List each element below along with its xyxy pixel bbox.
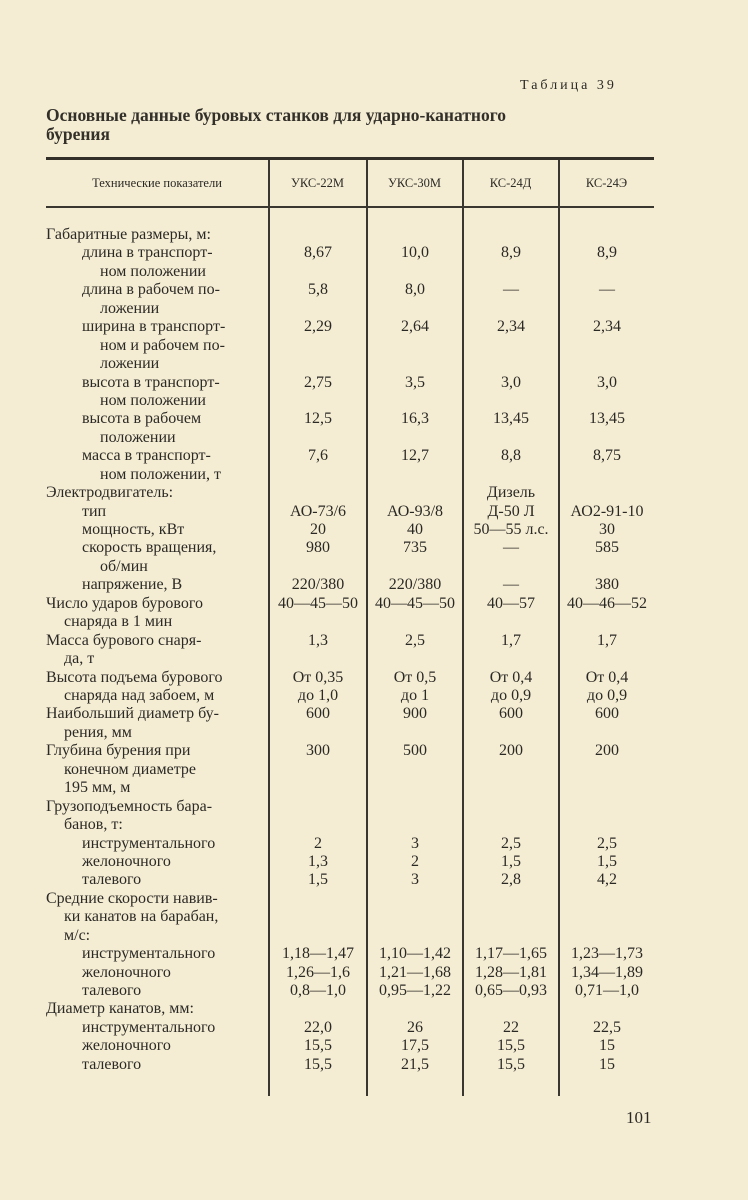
header-uks-22m: УКС-22М [291, 176, 344, 190]
table-row [0, 779, 748, 797]
row-label: ширина в транспорт- [82, 318, 226, 336]
table-row [0, 410, 748, 428]
cell-value: 900 [403, 705, 427, 723]
row-label: инструментального [82, 834, 216, 852]
table-row [0, 724, 748, 742]
cell-value: 10,0 [401, 244, 429, 262]
row-label: инструментального [82, 945, 216, 963]
cell-value: 300 [306, 742, 330, 760]
cell-value: 1,10—1,42 [379, 945, 451, 963]
table-number-label: Таблица 39 [520, 78, 617, 93]
table-row [0, 687, 748, 705]
cell-value: 8,9 [501, 244, 521, 262]
table-row [0, 466, 748, 484]
row-label: ном положении, т [100, 465, 221, 483]
header-parameters: Технические показатели [92, 176, 222, 190]
table-row [0, 558, 748, 576]
cell-value: 8,9 [597, 244, 617, 262]
cell-value: 2,5 [501, 834, 521, 852]
page-number: 101 [626, 1108, 652, 1127]
cell-value: 22,0 [304, 1018, 332, 1036]
table-row [0, 613, 748, 631]
table-row [0, 576, 748, 594]
table-row [0, 447, 748, 465]
row-label: желоночного [82, 963, 171, 981]
table-row [0, 281, 748, 299]
cell-value: 13,45 [589, 410, 625, 428]
row-label: длина в рабочем по- [82, 281, 220, 299]
table-row [0, 890, 748, 908]
cell-value: 30 [599, 521, 615, 539]
table-row [0, 429, 748, 447]
row-label: ном положении [100, 262, 206, 280]
header-uks-30m: УКС-30М [388, 176, 441, 190]
cell-value: 2 [411, 852, 419, 870]
row-label: положении [100, 428, 176, 446]
cell-value: 2,34 [593, 318, 621, 336]
row-label: 195 мм, м [64, 779, 131, 797]
table-row [0, 982, 748, 1000]
cell-value: 50—55 л.с. [473, 521, 549, 539]
row-label: талевого [82, 871, 142, 889]
row-label: Масса бурового снаря- [46, 631, 202, 649]
row-label: инструментального [82, 1018, 216, 1036]
cell-value: 1,5 [597, 852, 617, 870]
table-row [0, 1056, 748, 1074]
row-label: высота в транспорт- [82, 373, 220, 391]
table-row [0, 1019, 748, 1037]
title-line-2: бурения [46, 124, 110, 144]
cell-value: 15,5 [497, 1055, 525, 1073]
cell-value: 8,67 [304, 244, 332, 262]
row-label: Электродвигатель: [46, 484, 174, 502]
row-label: Габаритные размеры, м: [46, 226, 211, 243]
table-row [0, 669, 748, 687]
cell-value: АО-73/6 [289, 502, 347, 520]
table-row [0, 945, 748, 963]
cell-value: 1,21—1,68 [379, 963, 451, 981]
cell-value: 600 [499, 705, 523, 723]
cell-value: 8,0 [405, 281, 425, 299]
table-row [0, 263, 748, 281]
row-label: снаряда над забоем, м [64, 687, 215, 704]
row-label: скорость вращения, [82, 539, 217, 557]
cell-value: 1,3 [308, 852, 328, 870]
table-row [0, 742, 748, 760]
cell-value: 220/380 [388, 576, 442, 594]
row-label: об/мин [100, 557, 148, 575]
cell-value: 1,7 [597, 631, 617, 649]
row-label: снаряда в 1 мин [64, 613, 173, 631]
table-row [0, 392, 748, 410]
cell-value: 1,5 [501, 852, 521, 870]
cell-value: 600 [595, 705, 619, 723]
table-row [0, 964, 748, 982]
cell-value: 1,3 [308, 631, 328, 649]
row-label: желоночного [82, 852, 171, 870]
cell-value: 5,8 [308, 281, 328, 299]
row-label: Глубина бурения при [46, 742, 191, 760]
cell-value: 2,64 [401, 318, 429, 336]
cell-value: 1,17—1,65 [475, 945, 547, 963]
cell-value: 200 [499, 742, 523, 760]
row-label: ложении [100, 355, 160, 373]
table-row [0, 300, 748, 318]
row-label: да, т [64, 650, 95, 668]
cell-value: 12,5 [304, 410, 332, 428]
cell-value: 22,5 [593, 1018, 621, 1036]
table-row [0, 1000, 748, 1018]
cell-value: 40—45—50 [278, 594, 358, 612]
cell-value: — [503, 281, 519, 299]
cell-value: 20 [310, 521, 326, 539]
cell-value: 600 [306, 705, 330, 723]
cell-value: 40—57 [487, 594, 535, 612]
table-row [0, 484, 748, 502]
table-row [0, 318, 748, 336]
cell-value: 1,23—1,73 [571, 945, 643, 963]
cell-value: 15 [599, 1055, 615, 1073]
top-rule [46, 157, 654, 160]
table-row [0, 650, 748, 668]
cell-value: — [503, 576, 519, 594]
cell-value: 17,5 [401, 1037, 429, 1055]
cell-value: 15,5 [304, 1037, 332, 1055]
row-label: Наибольший диаметр бу- [46, 705, 219, 723]
table-row [0, 835, 748, 853]
table-row [0, 337, 748, 355]
cell-value: Д-50 Л [487, 502, 535, 520]
row-label: желоночного [82, 1037, 171, 1055]
cell-value: 1,26—1,6 [286, 963, 350, 981]
cell-value: 585 [595, 539, 619, 557]
cell-value: 12,7 [401, 447, 429, 465]
table-row [0, 374, 748, 392]
cell-value: 1,18—1,47 [282, 945, 354, 963]
row-label: высота в рабочем [82, 410, 202, 428]
cell-value: 3 [411, 871, 419, 889]
cell-value: 3,5 [405, 373, 425, 391]
header-ks-24e: КС-24Э [585, 176, 628, 190]
row-label: Число ударов бурового [46, 594, 203, 612]
row-label: Средние скорости навив- [46, 889, 218, 907]
cell-value: 200 [595, 742, 619, 760]
table-row [0, 1037, 748, 1055]
table-row [0, 521, 748, 539]
cell-value: От 0,35 [292, 668, 344, 686]
cell-value: 2,29 [304, 318, 332, 336]
cell-value: 15,5 [497, 1037, 525, 1055]
table-row [0, 761, 748, 779]
cell-value: 2 [314, 834, 322, 852]
cell-value: 1,7 [501, 631, 521, 649]
cell-value: От 0,5 [393, 668, 437, 686]
cell-value: 22 [503, 1018, 519, 1036]
row-label: длина в транспорт- [82, 244, 213, 262]
cell-value: 4,2 [597, 871, 617, 889]
cell-value: 0,71—1,0 [575, 982, 639, 1000]
table-row [0, 816, 748, 834]
cell-value: 220/380 [291, 576, 345, 594]
table-row [0, 908, 748, 926]
row-label: ки канатов на барабан, [64, 908, 219, 926]
cell-value: 16,3 [401, 410, 429, 428]
row-label: ложении [100, 299, 160, 317]
table-row [0, 853, 748, 871]
table-row [0, 226, 748, 244]
row-label: Высота подъема бурового [46, 668, 223, 686]
title-line-1: Основные данные буровых станков для ударно-канатного [46, 105, 507, 125]
row-label: м/с: [64, 926, 91, 944]
cell-value: От 0,4 [585, 668, 629, 686]
row-label: тип [82, 502, 107, 520]
cell-value: 1,34—1,89 [571, 963, 643, 981]
cell-value: 40—45—50 [375, 594, 455, 612]
cell-value: 3,0 [597, 373, 617, 391]
cell-value: 8,75 [593, 447, 621, 465]
row-label: конечном диаметре [64, 760, 196, 778]
cell-value: 980 [306, 539, 330, 557]
cell-value: 2,75 [304, 373, 332, 391]
cell-value: Дизель [486, 484, 536, 502]
table-row [0, 539, 748, 557]
cell-value: до 0,9 [586, 687, 628, 704]
table-row [0, 244, 748, 262]
table-row [0, 503, 748, 521]
cell-value: 2,8 [501, 871, 521, 889]
cell-value: 40—46—52 [567, 594, 647, 612]
cell-value: до 1 [400, 687, 430, 704]
row-label: рения, мм [64, 723, 132, 741]
cell-value: 0,65—0,93 [475, 982, 547, 1000]
table-row [0, 705, 748, 723]
cell-value: 15 [599, 1037, 615, 1055]
cell-value: 7,6 [308, 447, 328, 465]
row-label: Грузоподъемность бара- [46, 797, 213, 815]
cell-value: АО-93/8 [386, 502, 444, 520]
cell-value: 8,8 [501, 447, 521, 465]
cell-value: 380 [595, 576, 619, 594]
row-label: масса в транспорт- [82, 447, 211, 465]
cell-value: 500 [403, 742, 427, 760]
row-label: банов, т: [64, 816, 123, 834]
row-label: напряжение, В [82, 576, 183, 594]
table-row [0, 595, 748, 613]
cell-value: 2,5 [405, 631, 425, 649]
cell-value: — [503, 539, 519, 557]
cell-value: От 0,4 [489, 668, 533, 686]
cell-value: 26 [407, 1018, 423, 1036]
row-label: мощность, кВт [82, 521, 185, 539]
row-label: ном положении [100, 391, 206, 409]
cell-value: до 0,9 [490, 687, 532, 704]
row-label: Диаметр канатов, мм: [46, 1000, 194, 1018]
cell-value: 1,5 [308, 871, 328, 889]
cell-value: 735 [403, 539, 427, 557]
row-label: талевого [82, 982, 142, 1000]
cell-value: 15,5 [304, 1055, 332, 1073]
header-ks-24d: КС-24Д [489, 176, 532, 190]
table-title [46, 106, 606, 144]
row-label: ном и рабочем по- [100, 336, 225, 354]
row-label: талевого [82, 1055, 142, 1073]
cell-value: 3,0 [501, 373, 521, 391]
cell-value: 0,95—1,22 [379, 982, 451, 1000]
header-rule [46, 206, 654, 208]
cell-value: АО2-91-10 [570, 502, 644, 520]
table-row [0, 871, 748, 889]
cell-value: до 1,0 [297, 687, 339, 704]
table-row [0, 798, 748, 816]
cell-value: 2,5 [597, 834, 617, 852]
table-row [0, 355, 748, 373]
table-row [0, 927, 748, 945]
cell-value: 3 [411, 834, 419, 852]
cell-value: 21,5 [401, 1055, 429, 1073]
cell-value: 2,34 [497, 318, 525, 336]
cell-value: — [599, 281, 615, 299]
table-row [0, 632, 748, 650]
cell-value: 40 [407, 521, 423, 539]
cell-value: 1,28—1,81 [475, 963, 547, 981]
cell-value: 0,8—1,0 [290, 982, 346, 1000]
cell-value: 13,45 [493, 410, 529, 428]
